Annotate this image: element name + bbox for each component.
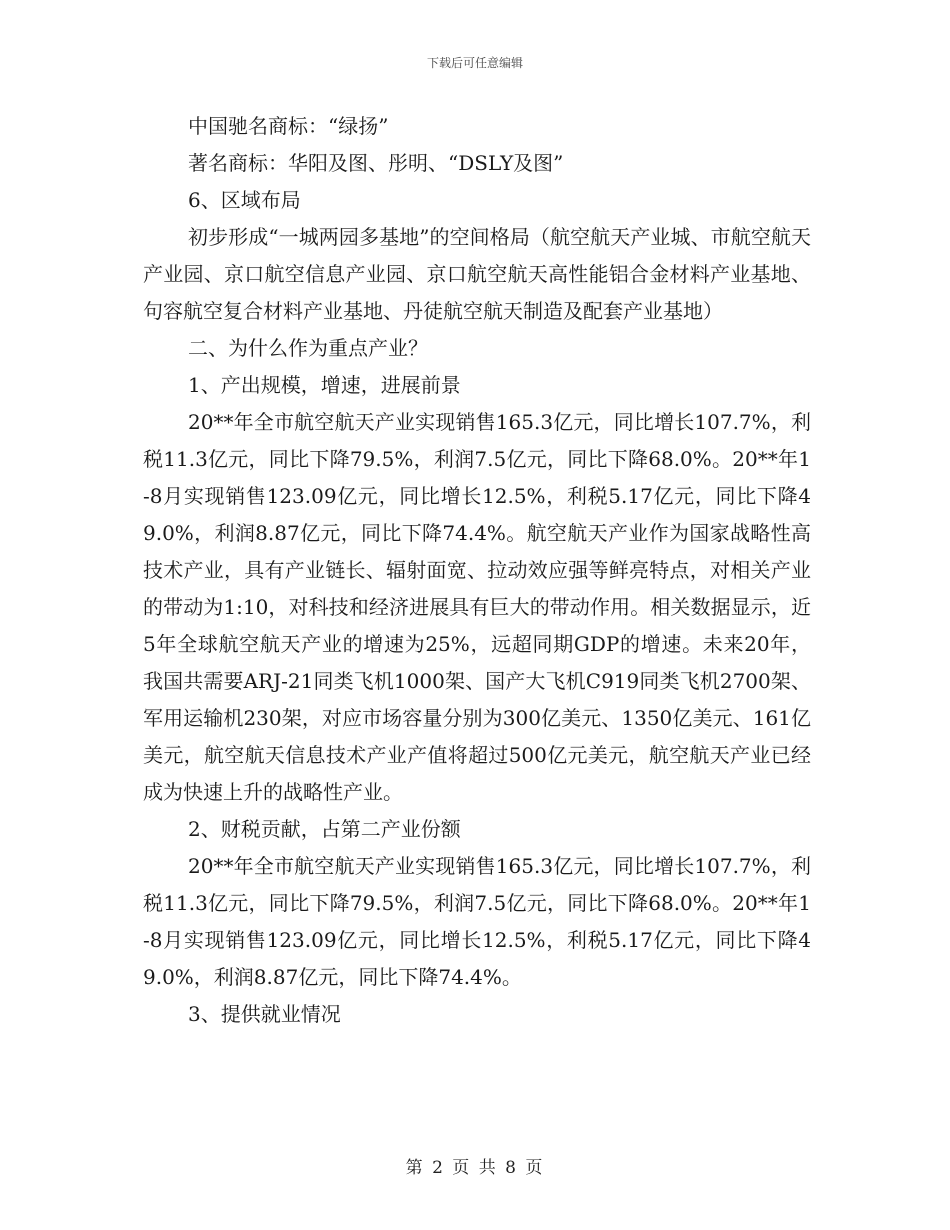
paragraph-spatial-pattern: 初步形成“一城两园多基地”的空间格局（航空航天产业城、市航空航天产业园、京口航空信息产业园、京口航空航天高性能铝合金材料产业基地、句容航空复合材料产业基地、丹徒航空航天制造及配套产业基地） [143,225,811,323]
document-body [143,108,811,1033]
subheading-output-scale: 1、产出规模，增速，进展前景 [188,373,461,397]
paragraph-output-scale: 20**年全市航空航天产业实现销售165.3亿元，同比增长107.7%，利税11.3亿元，同比下降79.5%，利润7.5亿元，同比下降68.0%。20**年1-8月实现销售123.09亿元，同比增长12.5%，利税5.17亿元，同比下降49.0%，利润8.87亿元，同比下降74.4%。航空航天产业作为国家战略性高技术产业，具有产业链长、辐射面宽、拉动效应强等鲜亮特点，对相关产业的带动为1:10，对科技和经济进展具有巨大的带动作用。相关数据显示，近5年全球航空航天产业的增速为25%，远超同期GDP的增速。未来20年，我国共需要ARJ-21同类飞机1000架、国产大飞机C919同类飞机2700架、军用运输机230架，对应市场容量分别为300亿美元、1350亿美元、161亿美元，航空航天信息技术产业产值将超过500亿元美元，航空航天产业已经成为快速上升的战略性产业。 [143,410,811,804]
page-header-note: 下载后可任意编辑 [426,56,523,70]
trademark-famous: 著名商标：华阳及图、彤明、“DSLY及图” [188,151,564,175]
section-heading-regional-layout: 6、区域布局 [188,188,301,212]
trademark-china-famous: 中国驰名商标：“绿扬” [188,114,389,138]
subheading-fiscal-contribution: 2、财税贡献，占第二产业份额 [188,817,461,841]
section-heading-why-key-industry: 二、为什么作为重点产业？ [188,336,428,360]
page-number-footer: 第 2 页 共 8 页 [405,1158,545,1178]
paragraph-fiscal-contribution: 20**年全市航空航天产业实现销售165.3亿元，同比增长107.7%，利税11.3亿元，同比下降79.5%，利润7.5亿元，同比下降68.0%。20**年1-8月实现销售123.09亿元，同比增长12.5%，利税5.17亿元，同比下降49.0%，利润8.87亿元，同比下降74.4%。 [143,854,811,989]
subheading-employment: 3、提供就业情况 [188,1002,341,1026]
